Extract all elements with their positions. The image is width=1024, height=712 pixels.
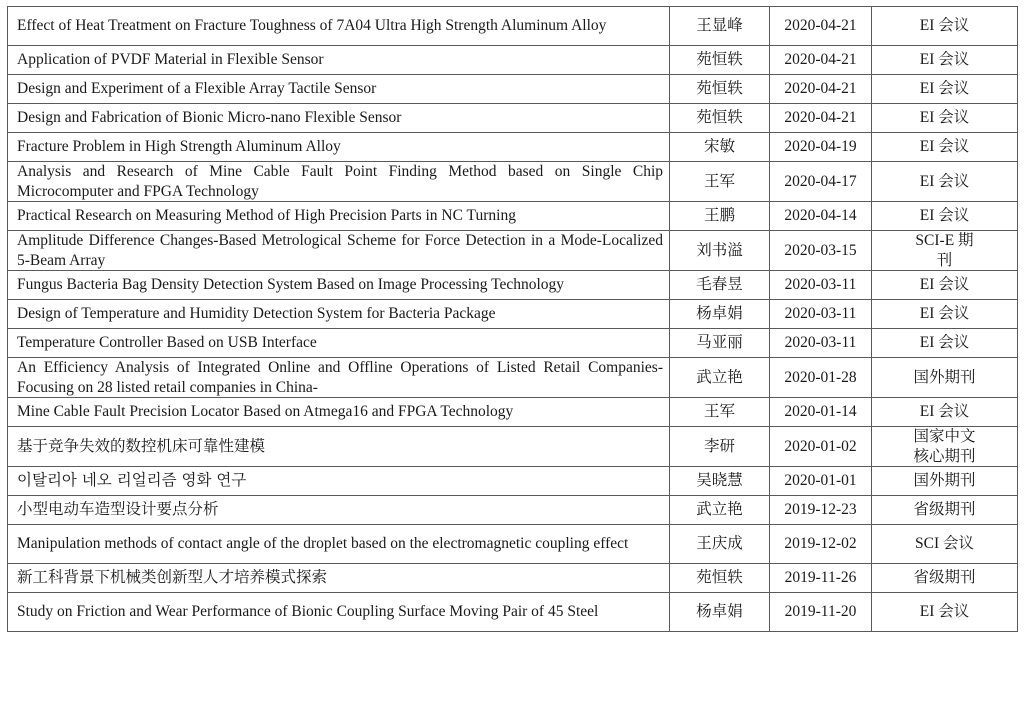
publish-date-cell: 2020-03-11 [770,329,872,358]
publication-type-cell: EI 会议 [872,202,1018,231]
author-cell: 杨卓娟 [670,300,770,329]
table-row [8,329,1018,358]
publication-type-cell: EI 会议 [872,593,1018,632]
paper-title-cell: Design and Fabrication of Bionic Micro-nano Flexible Sensor [8,104,670,133]
paper-title-cell: Application of PVDF Material in Flexible Sensor [8,46,670,75]
paper-title-cell: Mine Cable Fault Precision Locator Based on Atmega16 and FPGA Technology [8,398,670,427]
publication-type-cell: EI 会议 [872,162,1018,202]
table-row [8,7,1018,46]
author-cell: 武立艳 [670,358,770,398]
author-cell: 王鹏 [670,202,770,231]
publish-date-cell: 2020-04-21 [770,46,872,75]
publish-date-cell: 2020-03-11 [770,300,872,329]
paper-title-cell: 小型电动车造型设计要点分析 [8,496,670,525]
publish-date-cell: 2020-04-14 [770,202,872,231]
publish-date-cell: 2020-03-15 [770,231,872,271]
table-row [8,398,1018,427]
publication-type-cell: EI 会议 [872,104,1018,133]
author-cell: 毛春昱 [670,271,770,300]
publish-date-cell: 2020-03-11 [770,271,872,300]
publication-type-cell: EI 会议 [872,133,1018,162]
publication-type-cell: 国外期刊 [872,467,1018,496]
paper-title-cell: Practical Research on Measuring Method of High Precision Parts in NC Turning [8,202,670,231]
paper-title-cell: 基于竞争失效的数控机床可靠性建模 [8,427,670,467]
publish-date-cell: 2019-12-02 [770,525,872,564]
publication-type-cell: EI 会议 [872,7,1018,46]
publication-type-cell: SCI-E 期刊 [872,231,1018,271]
table-row [8,593,1018,632]
author-cell: 武立艳 [670,496,770,525]
publication-type-cell: EI 会议 [872,46,1018,75]
paper-title-cell: 新工科背景下机械类创新型人才培养模式探索 [8,564,670,593]
author-cell: 刘书溢 [670,231,770,271]
paper-title-cell: 이탈리아 네오 리얼리즘 영화 연구 [8,467,670,496]
author-cell: 吴晓慧 [670,467,770,496]
author-cell: 王显峰 [670,7,770,46]
paper-title-cell: Effect of Heat Treatment on Fracture Toughness of 7A04 Ultra High Strength Aluminum Alloy [8,7,670,46]
publication-table-body [8,7,1018,632]
table-row [8,300,1018,329]
publication-type-cell: EI 会议 [872,271,1018,300]
publication-type-cell: EI 会议 [872,398,1018,427]
table-row [8,104,1018,133]
publish-date-cell: 2020-01-28 [770,358,872,398]
publication-type-cell: EI 会议 [872,300,1018,329]
author-cell: 苑恒轶 [670,46,770,75]
publish-date-cell: 2019-11-26 [770,564,872,593]
publish-date-cell: 2020-04-21 [770,104,872,133]
paper-title-cell: An Efficiency Analysis of Integrated Online and Offline Operations of Listed Retail Companies-Focusing on 28 listed retail companies in China- [8,358,670,398]
author-cell: 王军 [670,398,770,427]
paper-title-cell: Amplitude Difference Changes-Based Metrological Scheme for Force Detection in a Mode-Localized 5-Beam Array [8,231,670,271]
paper-title-cell: Manipulation methods of contact angle of the droplet based on the electromagnetic coupling effect [8,525,670,564]
author-cell: 苑恒轶 [670,564,770,593]
table-row [8,133,1018,162]
publish-date-cell: 2019-11-20 [770,593,872,632]
table-row [8,525,1018,564]
publication-type-cell: 国家中文核心期刊 [872,427,1018,467]
publish-date-cell: 2020-04-19 [770,133,872,162]
publish-date-cell: 2020-01-02 [770,427,872,467]
table-row [8,231,1018,271]
author-cell: 王庆成 [670,525,770,564]
publish-date-cell: 2020-04-21 [770,7,872,46]
publication-type-cell: 省级期刊 [872,564,1018,593]
paper-title-cell: Analysis and Research of Mine Cable Fault Point Finding Method based on Single Chip Microcomputer and FPGA Technology [8,162,670,202]
author-cell: 李研 [670,427,770,467]
publish-date-cell: 2020-04-21 [770,75,872,104]
author-cell: 宋敏 [670,133,770,162]
table-row [8,271,1018,300]
author-cell: 苑恒轶 [670,75,770,104]
paper-title-cell: Fungus Bacteria Bag Density Detection System Based on Image Processing Technology [8,271,670,300]
paper-title-cell: Design and Experiment of a Flexible Array Tactile Sensor [8,75,670,104]
author-cell: 杨卓娟 [670,593,770,632]
author-cell: 苑恒轶 [670,104,770,133]
table-row [8,46,1018,75]
table-row [8,427,1018,467]
table-row [8,467,1018,496]
paper-title-cell: Temperature Controller Based on USB Interface [8,329,670,358]
table-row [8,496,1018,525]
publication-type-cell: EI 会议 [872,75,1018,104]
publication-type-cell: EI 会议 [872,329,1018,358]
author-cell: 马亚丽 [670,329,770,358]
table-row [8,202,1018,231]
publish-date-cell: 2020-01-01 [770,467,872,496]
publish-date-cell: 2020-04-17 [770,162,872,202]
paper-title-cell: Study on Friction and Wear Performance of Bionic Coupling Surface Moving Pair of 45 Steel [8,593,670,632]
table-row [8,75,1018,104]
author-cell: 王军 [670,162,770,202]
publish-date-cell: 2020-01-14 [770,398,872,427]
publish-date-cell: 2019-12-23 [770,496,872,525]
publication-type-cell: SCI 会议 [872,525,1018,564]
table-row [8,162,1018,202]
table-row [8,358,1018,398]
publication-type-cell: 省级期刊 [872,496,1018,525]
publication-table [7,6,1018,632]
table-row [8,564,1018,593]
publication-type-cell: 国外期刊 [872,358,1018,398]
paper-title-cell: Fracture Problem in High Strength Aluminum Alloy [8,133,670,162]
paper-title-cell: Design of Temperature and Humidity Detection System for Bacteria Package [8,300,670,329]
